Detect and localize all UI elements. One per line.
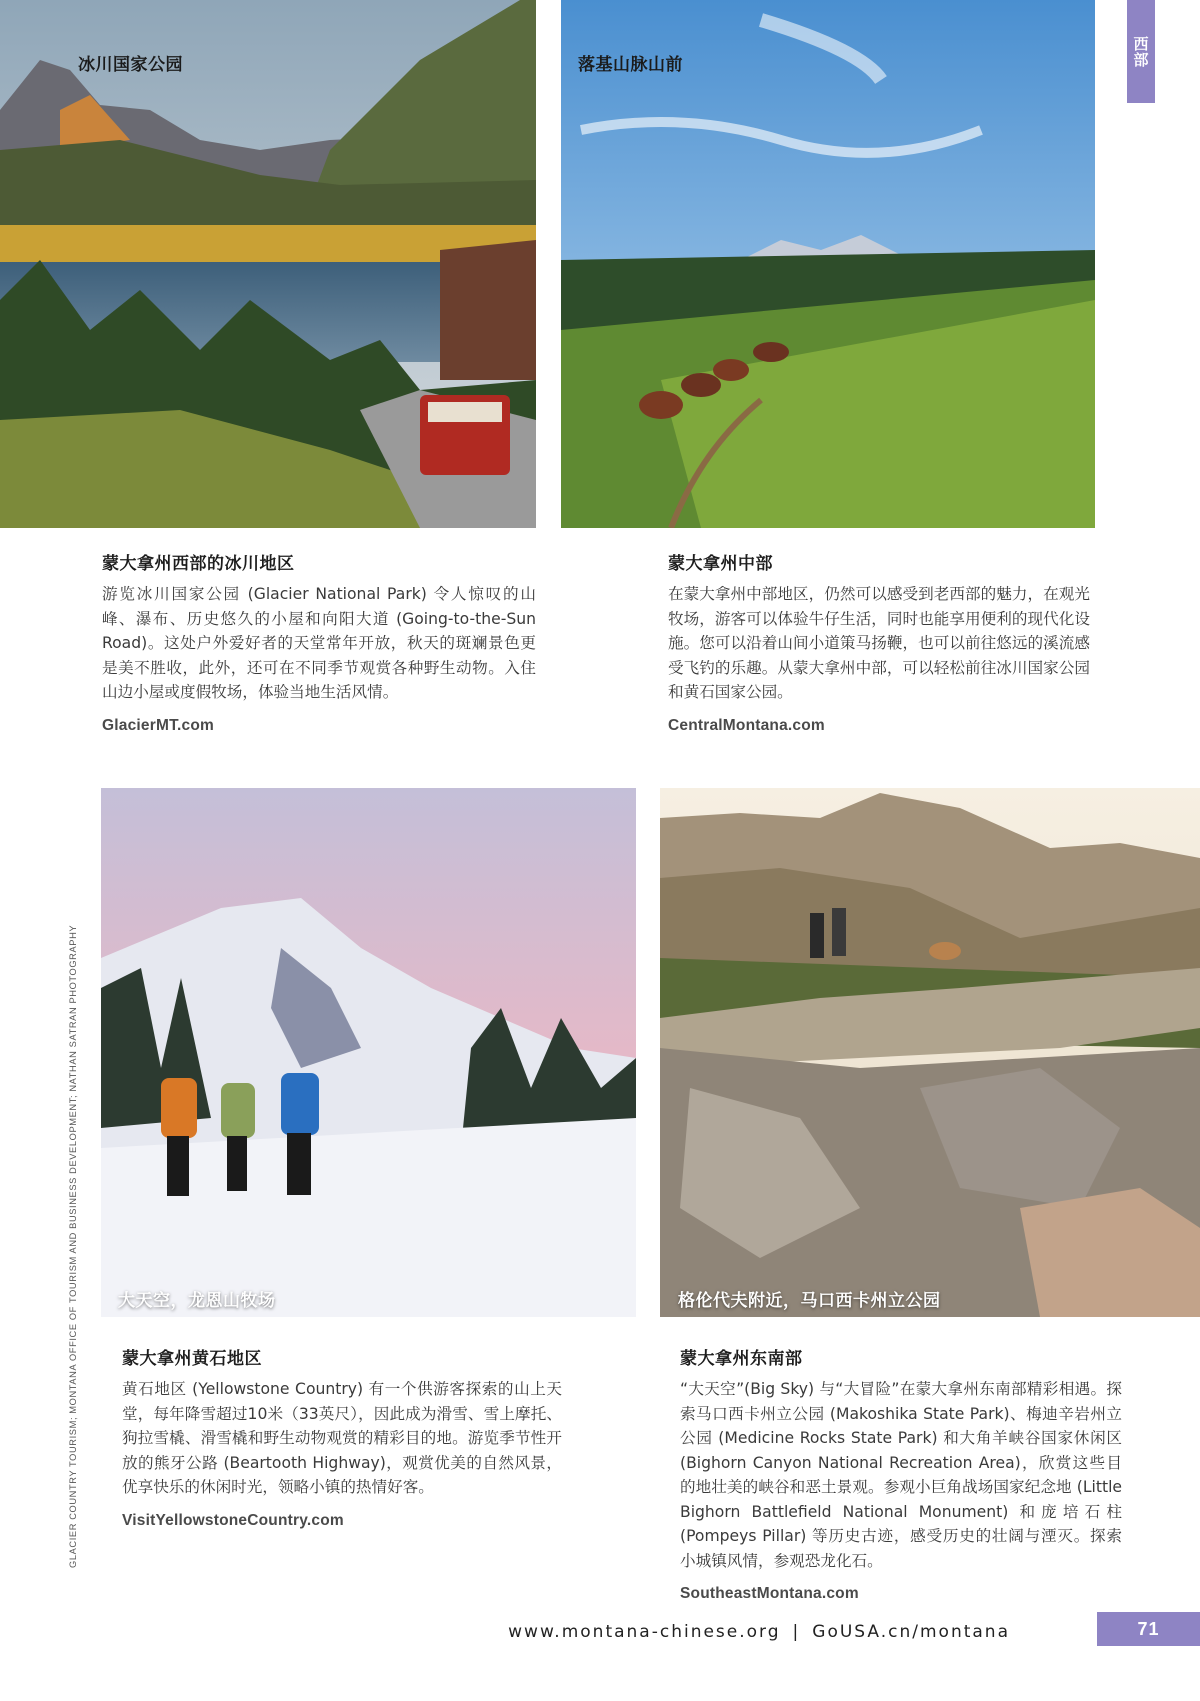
footer-separator: | [792,1622,801,1642]
region-tab-label: 西部 [1131,35,1150,68]
section-west-body: 游览冰川国家公园 (Glacier National Park) 令人惊叹的山峰、瀑布、历史悠久的小屋和向阳大道 (Going-to-the-Sun Road)。这处户外爱好者的天堂常年开放，秋天的斑斓景色更是美不胜收，此外，还可在不同季节观赏各种野生动物。入住山边小屋或度假牧场，体验当地生活风情。 [102,585,536,701]
photo-credit: GLACIER COUNTRY TOURISM; MONTANA OFFICE OF TOURISM AND BUSINESS DEVELOPMENT; NATHAN SATRAN PHOTOGRAPHY [68,924,78,1568]
section-yellowstone [122,1344,562,1530]
region-tab [1127,0,1155,103]
bigsky-photo-label: 大天空，龙恩山牧场 [118,1291,276,1311]
section-west-link[interactable]: GlacierMT.com [102,716,215,734]
section-southeast [680,1344,1122,1603]
footer-site-gousa[interactable]: GoUSA.cn/montana [812,1622,1010,1642]
section-central [668,549,1090,735]
section-southeast-title: 蒙大拿州东南部 [680,1349,803,1369]
section-southeast-link[interactable]: SoutheastMontana.com [680,1585,859,1602]
glacier-photo-label: 冰川国家公园 [78,55,183,75]
section-yellowstone-title: 蒙大拿州黄石地区 [122,1349,262,1369]
section-west [102,549,536,735]
front-range-photo-label: 落基山脉山前 [578,55,683,75]
section-yellowstone-link[interactable]: VisitYellowstoneCountry.com [122,1511,344,1529]
page-number: 71 [1097,1612,1200,1646]
makoshika-photo-label: 格伦代夫附近，马口西卡州立公园 [678,1291,941,1311]
section-west-title: 蒙大拿州西部的冰川地区 [102,554,295,574]
front-range-photo [561,0,1095,528]
section-yellowstone-body: 黄石地区 (Yellowstone Country) 有一个供游客探索的山上天堂，每年降雪超过10米（33英尺），因此成为滑雪、雪上摩托、狗拉雪橇、滑雪橇和野生动物观赏的精彩目的地。游览季节性开放的熊牙公路 (Beartooth Highway)，观赏优美的自然风景，优享快乐的休闲时光，领略小镇的热情好客。 [122,1380,562,1496]
glacier-photo [0,0,536,528]
section-southeast-body: “大天空”(Big Sky) 与“大冒险”在蒙大拿州东南部精彩相遇。探索马口西卡州立公园 (Makoshika State Park)、梅迪辛岩州立公园 (Medicine Rocks State Park) 和大角羊峡谷国家休闲区 (Bighorn Canyon National Recreation Area)，欣赏这些目的地壮美的峡谷和恶土景观。参观小巨角战场国家纪念地 (Little Bighorn Battlefield National Monument) 和庞培石柱 (Pompeys Pillar) 等历史古迹，感受历史的壮阔与湮灭。探索小城镇风情，参观恐龙化石。 [680,1380,1122,1570]
footer-urls [508,1622,1010,1642]
footer-site-montana[interactable]: www.montana-chinese.org [508,1622,781,1642]
bigsky-photo [101,788,636,1317]
makoshika-photo [660,788,1200,1317]
section-central-body: 在蒙大拿州中部地区，仍然可以感受到老西部的魅力，在观光牧场，游客可以体验牛仔生活，同时也能享用便利的现代化设施。您可以沿着山间小道策马扬鞭，也可以前往悠远的溪流感受飞钓的乐趣。从蒙大拿州中部，可以轻松前往冰川国家公园和黄石国家公园。 [668,585,1090,701]
section-central-title: 蒙大拿州中部 [668,554,773,574]
section-central-link[interactable]: CentralMontana.com [668,716,825,734]
